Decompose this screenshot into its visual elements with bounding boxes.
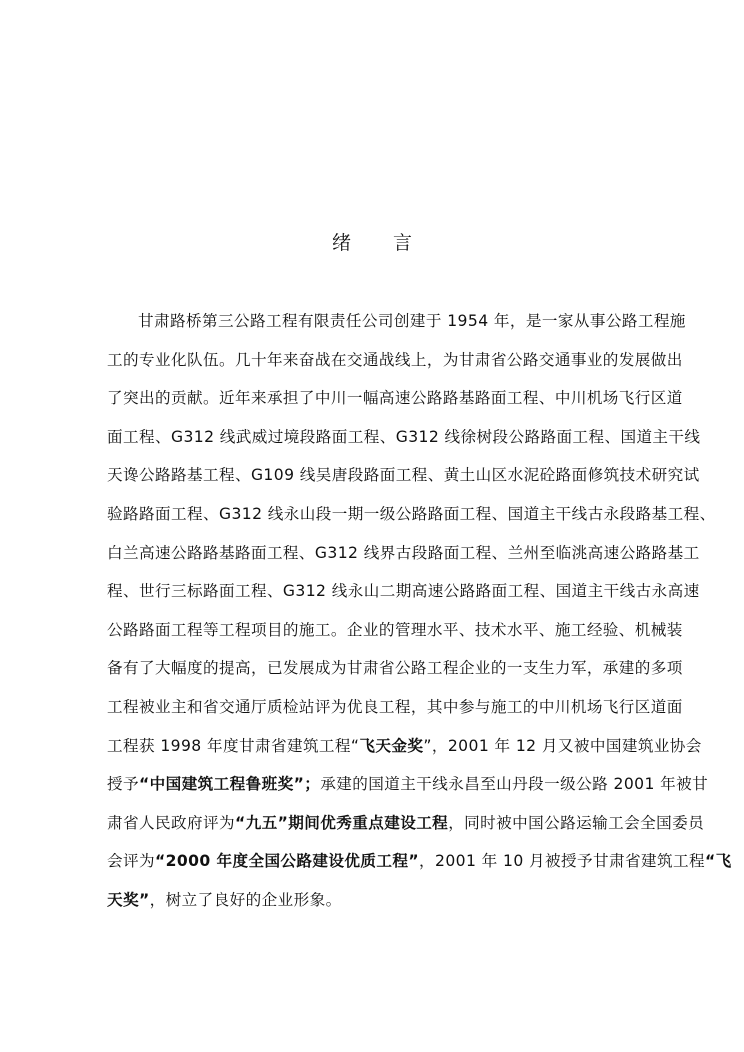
paragraph-line [107,502,716,541]
paragraph-line-text [107,502,716,541]
paragraph-line-text [107,348,683,387]
text-span: 白兰高速公路路基路面工程、G312 线界古段路面工程、兰州至临洮高速公路路基工 [107,543,700,562]
text-span: 授予 [107,775,139,794]
paragraph-line [107,849,732,888]
paragraph-line [107,579,700,618]
paragraph-line-text [107,425,701,464]
text-span: 工的专业化队伍。几十年来奋战在交通战线上，为甘肃省公路交通事业的发展做出 [107,350,683,369]
title-char-1: 绪 [331,232,351,254]
paragraph-line [107,618,683,657]
paragraph-line [107,541,700,580]
text-span: 了突出的贡献。近年来承担了中川一幅高速公路路基路面工程、中川机场飞行区道 [107,389,683,408]
bold-text-span: 飞天金奖 [359,736,424,755]
text-span: ”，2001 年 12 月又被中国建筑业协会 [423,736,702,755]
paragraph-line-text [107,386,683,425]
paragraph-line-text [107,811,705,850]
paragraph-line [107,656,683,695]
text-span: 工程获 1998 年度甘肃省建筑工程“ [107,736,360,755]
text-span: 承建的国道主干线永昌至山丹段一级公路 2001 年被甘 [320,775,709,794]
text-span: 验路路面工程、G312 线永山段一期一级公路路面工程、国道主干线古永段路基工程、 [107,504,716,523]
text-span: 肃省人民政府评为 [107,813,235,832]
paragraph-line-text [107,734,702,773]
text-span: 天谗公路路基工程、G109 线吴唐段路面工程、黄土山区水泥砼路面修筑技术研究试 [107,466,700,485]
paragraph-line [107,695,683,734]
paragraph-line-text [107,618,683,657]
paragraph-line-text [107,772,709,811]
bold-text-span: 天奖” [107,890,150,909]
paragraph-line [107,463,700,502]
text-span: 备有了大幅度的提高，已发展成为甘肃省公路工程企业的一支生力军，承建的多项 [107,659,683,678]
paragraph-line-text [138,309,686,348]
text-span: ，树立了良好的企业形象。 [149,890,342,909]
paragraph-line-text [107,695,683,734]
bold-text-span: “2000 年度全国公路建设优质工程” [154,852,420,871]
paragraph-line-text [107,849,732,888]
text-span: 甘肃路桥第三公路工程有限责任公司创建于 1954 年，是一家从事公路工程施 [138,312,686,330]
title-char-2: 言 [393,232,413,254]
text-span: 工程被业主和省交通厅质检站评为优良工程，其中参与施工的中川机场飞行区道面 [107,697,683,716]
body-paragraph [107,309,732,927]
paragraph-line-text [107,541,700,580]
text-span: 面工程、G312 线武威过境段路面工程、G312 线徐树段公路路面工程、国道主干线 [107,427,701,446]
bold-text-span: “飞 [704,852,732,871]
text-span: 会评为 [107,852,155,871]
paragraph-line [107,425,701,464]
text-span: 公路路面工程等工程项目的施工。企业的管理水平、技术水平、施工经验、机械装 [107,620,683,639]
paragraph-line [107,811,705,850]
paragraph-line-text [107,888,653,927]
text-span: 程、世行三标路面工程、G312 线永山二期高速公路路面工程、国道主干线古永高速 [107,582,700,601]
bold-text-span: “中国建筑工程鲁班奖”； [139,775,321,794]
page-title [0,229,744,257]
text-span: ，2001 年 10 月被授予甘肃省建筑工程 [419,852,705,871]
paragraph-line-text [107,463,700,502]
paragraph-line [107,386,683,425]
paragraph-line [107,888,653,927]
paragraph-line [107,772,709,811]
paragraph-line [107,309,686,348]
paragraph-line-text [107,579,700,618]
text-span: ，同时被中国公路运输工会全国委员 [448,813,705,832]
paragraph-line [107,734,702,773]
paragraph-line [107,348,683,387]
bold-text-span: “九五”期间优秀重点建设工程 [234,813,449,832]
paragraph-line-text [107,656,683,695]
